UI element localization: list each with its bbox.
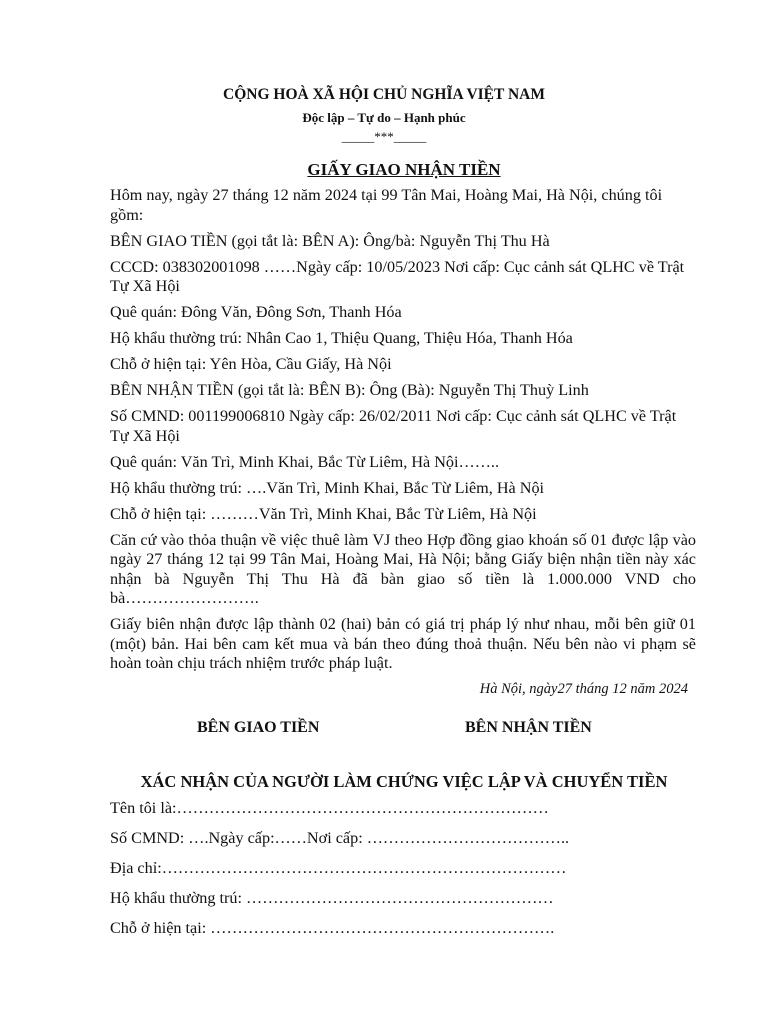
party-a-id: CCCD: 038302001098 ……Ngày cấp: 10/05/2023 Nơi cấp: Cục cảnh sát QLHC về Trật Tự Xã Hội	[110, 257, 685, 295]
witness-id-field: Số CMND: ….Ngày cấp:……Nơi cấp: ………………………………..	[110, 829, 570, 847]
national-title: CỘNG HOÀ XÃ HỘI CHỦ NGHĨA VIỆT NAM	[223, 86, 545, 103]
party-a-name: BÊN GIAO TIỀN (gọi tắt là: BÊN A): Ông/bà: Nguyễn Thị Thu Hà	[110, 231, 550, 250]
header-separator: _____***_____	[341, 129, 427, 144]
party-a-permanent-address: Hộ khẩu thường trú: Nhân Cao 1, Thiệu Quang, Thiệu Hóa, Thanh Hóa	[110, 329, 573, 347]
party-a-hometown: Quê quán: Đông Văn, Đông Sơn, Thanh Hóa	[110, 303, 402, 321]
party-b-id: Số CMND: 001199006810 Ngày cấp: 26/02/2011 Nơi cấp: Cục cảnh sát QLHC về Trật Tự Xã Hội	[110, 407, 677, 445]
witness-section-title: XÁC NHẬN CỦA NGƯỜI LÀM CHỨNG VIỆC LẬP VÀ CHUYỂN TIỀN	[140, 772, 668, 791]
party-a-current-address: Chỗ ở hiện tại: Yên Hòa, Cầu Giấy, Hà Nội	[110, 355, 392, 373]
witness-address-field: Địa chỉ:…………………………………………………………………	[110, 859, 567, 877]
intro-paragraph: Hôm nay, ngày 27 tháng 12 năm 2024 tại 99 Tân Mai, Hoàng Mai, Hà Nội, chúng tôi gồm:	[110, 186, 663, 224]
party-b-current-address: Chỗ ở hiện tại: ………Văn Trì, Minh Khai, Bắc Từ Liêm, Hà Nội	[110, 504, 537, 523]
party-b-hometown: Quê quán: Văn Trì, Minh Khai, Bắc Từ Liêm, Hà Nội……..	[110, 452, 499, 471]
giver-signature-label: BÊN GIAO TIỀN	[197, 719, 320, 736]
witness-section	[110, 799, 696, 949]
place-date-line: Hà Nội, ngày27 tháng 12 năm 2024	[479, 681, 688, 697]
receiver-signature-label: BÊN NHẬN TIỀN	[465, 719, 592, 736]
witness-current-address-field: Chỗ ở hiện tại: ……………………………………………………….	[110, 919, 555, 937]
party-b-permanent-address: Hộ khẩu thường trú: ….Văn Trì, Minh Khai, Bắc Từ Liêm, Hà Nội	[110, 478, 545, 497]
national-motto: Độc lập – Tự do – Hạnh phúc	[302, 110, 466, 125]
document-body	[110, 186, 696, 704]
document-title: GIẤY GIAO NHẬN TIỀN	[307, 160, 501, 179]
witness-permanent-address-field: Hộ khẩu thường trú: …………………………………………………	[110, 889, 554, 907]
party-b-name: BÊN NHẬN TIỀN (gọi tắt là: BÊN B): Ông (Bà): Nguyễn Thị Thuỳ Linh	[110, 381, 589, 399]
basis-paragraph: Căn cứ vào thỏa thuận về việc thuê làm VJ theo Hợp đồng giao khoán số 01 được lập vào ngày 27 tháng 12 tại 99 Tân Mai, Hoàng Mai, Hà Nội; bằng Giấy biện nhận tiền này xác nhận bà Nguyễn Thị Thu Hà đã bàn giao số tiền là 1.000.000 VND cho bà…………………….	[110, 530, 696, 607]
validity-paragraph: Giấy biên nhận được lập thành 02 (hai) bản có giá trị pháp lý như nhau, mỗi bên giữ 01 (một) bản. Hai bên cam kết mua và bán theo đúng thoả thuận. Nếu bên nào vi phạm sẽ hoàn toàn chịu trách nhiệm trước pháp luật.	[110, 615, 696, 672]
witness-name-field: Tên tôi là:……………………………………………………………	[110, 799, 549, 817]
